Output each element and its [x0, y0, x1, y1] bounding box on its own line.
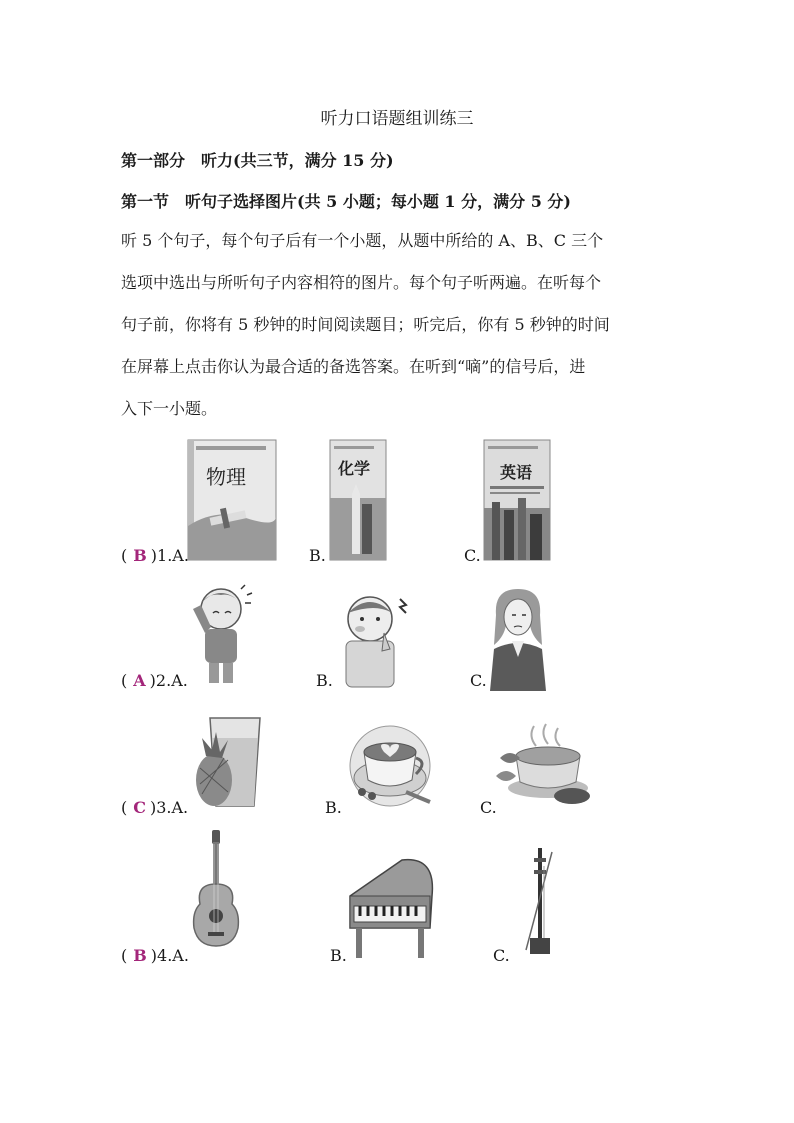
part-heading: 第一部分 听力(共三节，满分 15 分) [121, 151, 394, 170]
instruction-line: 在屏幕上点击你认为最合适的备选答案。在听到“嘀”的信号后，进 [121, 357, 586, 376]
option-b-label: B. [316, 671, 333, 690]
option-a-label: A. [172, 946, 189, 965]
answer-mark: C [133, 798, 146, 817]
option-a-label: A. [171, 671, 188, 690]
physics-textbook-icon[interactable] [186, 438, 280, 562]
option-b-label: B. [309, 546, 326, 565]
instructions [121, 220, 681, 430]
book-title: 物理 [206, 465, 246, 489]
answer-mark: B [133, 546, 147, 565]
page-title: 听力口语题组训练三 [320, 109, 474, 129]
option-a-label: A. [172, 546, 189, 565]
option-c-label: C. [470, 671, 487, 690]
option-b-label: B. [325, 798, 342, 817]
guitar-icon[interactable] [190, 828, 242, 948]
question-label: ( C )3.A. [121, 798, 189, 817]
question-label: ( B )1.A. [121, 546, 189, 565]
toothache-boy-icon[interactable] [336, 589, 416, 689]
tea-cup-icon[interactable] [494, 722, 604, 806]
instruction-line: 入下一小题。 [121, 399, 218, 418]
answer-mark: B [133, 946, 147, 965]
coffee-cup-icon[interactable] [346, 722, 436, 808]
option-c-label: C. [480, 798, 497, 817]
pineapple-juice-icon[interactable] [188, 714, 268, 810]
option-c-label: C. [493, 946, 510, 965]
book-title: 化学 [338, 459, 371, 478]
instruction-line: 听 5 个句子，每个句子后有一个小题，从题中所给的 A、B、C 三个 [121, 231, 604, 250]
instruction-line: 选项中选出与所听句子内容相符的图片。每个句子听两遍。在听每个 [121, 273, 602, 292]
headache-boy-icon[interactable] [183, 583, 259, 687]
section-heading: 第一节 听句子选择图片(共 5 小题；每小题 1 分，满分 5 分) [121, 192, 571, 211]
piano-icon[interactable] [342, 856, 438, 964]
erhu-icon[interactable] [520, 846, 560, 958]
question-label: ( B )4.A. [121, 946, 189, 965]
english-textbook-icon[interactable] [482, 438, 552, 562]
book-title: 英语 [500, 463, 533, 482]
sad-woman-icon[interactable] [484, 585, 552, 691]
instruction-line: 句子前，你将有 5 秒钟的时间阅读题目；听完后，你有 5 秒钟的时间 [121, 315, 610, 334]
option-b-label: B. [330, 946, 347, 965]
answer-mark: A [133, 671, 146, 690]
chemistry-textbook-icon[interactable] [328, 438, 388, 562]
option-a-label: A. [171, 798, 189, 817]
option-c-label: C. [464, 546, 481, 565]
question-label: ( A )2.A. [121, 671, 188, 690]
